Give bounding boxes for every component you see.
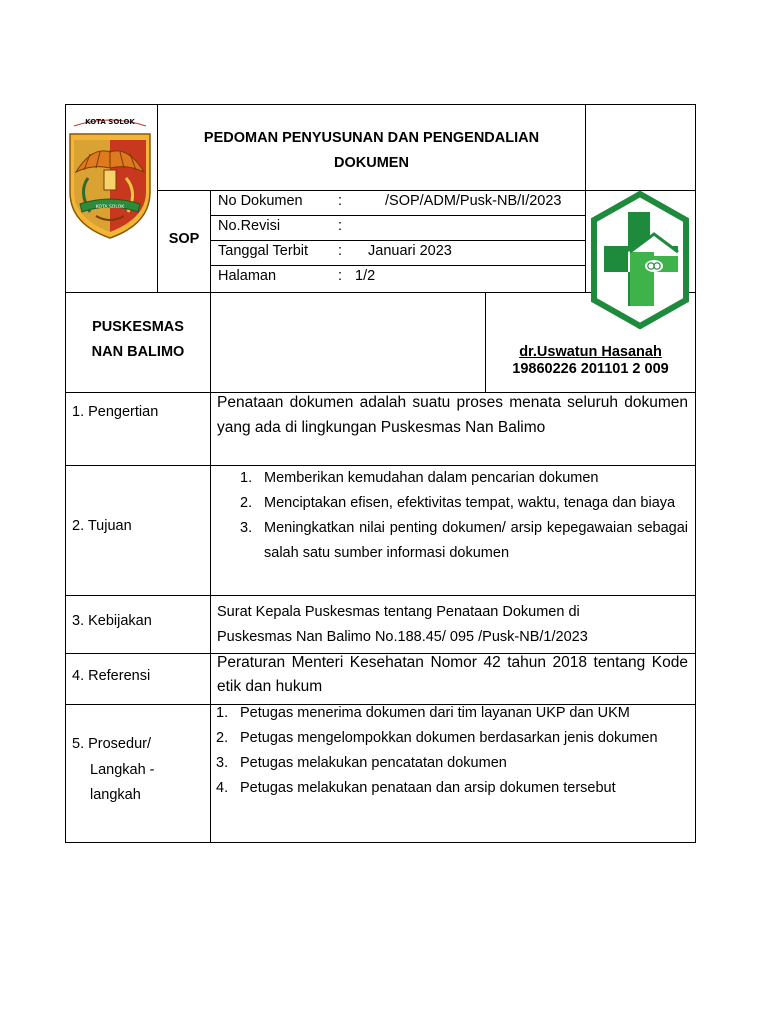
section-label-prosedur-line3: langkah [90,787,141,803]
section-label-pengertian: 1. Pengertian [72,404,159,420]
meta-row-line-2 [210,240,585,241]
meta-sep: : [338,218,343,234]
list-number: 3. [216,755,229,771]
document-title-line1: PEDOMAN PENYUSUNAN DAN PENGENDALIAN [203,130,540,146]
list-text: Petugas menerima dokumen dari tim layanan UKP dan UKM [240,705,630,721]
section-label-prosedur-line1: 5. Prosedur/ [72,736,151,752]
referensi-text: Peraturan Menteri Kesehatan Nomor 42 tahun 2018 tentang Kode etik dan hukum [217,654,688,695]
divider-org-name [210,292,211,392]
signer-nip: 19860226 201101 2 009 [512,361,669,377]
border-right [695,104,696,843]
list-item [216,751,688,776]
list-item [240,516,688,566]
divider-sop [210,190,211,292]
border-top [65,104,696,105]
meta-row-line-1 [210,215,585,216]
list-item [216,776,688,801]
svg-text:KOTA SOLOK: KOTA SOLOK [85,118,135,126]
kota-solok-emblem-icon [66,112,154,242]
org-name-line1: PUSKESMAS [92,319,184,335]
prosedur-list [216,701,688,801]
meta-label-tanggal-terbit: Tanggal Terbit [218,243,309,259]
kebijakan-line1: Surat Kepala Puskesmas tentang Penataan Dokumen di [217,604,580,620]
list-number: 2. [240,495,253,511]
tujuan-list [240,466,688,566]
meta-sep: : [338,193,343,209]
list-item [240,466,688,491]
pengertian-text: Penataan dokumen adalah suatu proses menata seluruh dokumen yang ada di lingkungan Puskesmas Nan Balimo [217,394,688,436]
meta-row-line-3 [210,265,585,266]
puskesmas-cross-icon [588,190,692,330]
section-label-kebijakan: 3. Kebijakan [72,613,152,629]
svg-text:KOTA SOLOK: KOTA SOLOK [95,205,125,210]
org-name-line2: NAN BALIMO [91,344,185,360]
meta-label-no-dokumen: No Dokumen [218,193,303,209]
list-text: Petugas melakukan pencatatan dokumen [240,755,507,771]
meta-sep: : [338,243,343,259]
list-item [216,726,688,751]
section-label-referensi: 4. Referensi [72,668,151,684]
section-label-prosedur-line2: Langkah - [90,762,155,778]
border-bottom [65,842,696,843]
divider-title-right [585,104,586,292]
sop-label: SOP [168,231,200,247]
list-number: 2. [216,730,229,746]
list-number: 1. [240,470,253,486]
meta-value-no-dokumen: /SOP/ADM/Pusk-NB/I/2023 [385,193,562,209]
list-item [216,701,688,726]
signer-name: dr.Uswatun Hasanah [519,344,662,360]
list-text: Menciptakan efisen, efektivitas tempat, waktu, tenaga dan biaya [264,495,676,511]
meta-label-no-revisi: No.Revisi [218,218,281,234]
list-number: 4. [216,780,229,796]
meta-label-halaman: Halaman [218,268,277,284]
meta-sep: : [338,268,343,284]
list-number: 3. [240,520,253,536]
list-number: 1. [216,705,229,721]
meta-value-halaman: 1/2 [355,268,376,284]
section-label-tujuan: 2. Tujuan [72,518,132,534]
kebijakan-line2: Puskesmas Nan Balimo No.188.45/ 095 /Pusk-NB/1/2023 [217,629,588,645]
meta-value-tanggal-terbit: Januari 2023 [368,243,452,259]
divider-label-column [210,392,211,843]
list-item [240,491,688,516]
document-title-line2: DOKUMEN [334,155,409,171]
list-text: Memberikan kemudahan dalam pencarian dokumen [264,470,599,486]
list-text: Meningkatkan nilai penting dokumen/ arsip kepegawaian sebagai salah satu sumber informasi dokumen [264,520,688,561]
list-text: Petugas melakukan penataan dan arsip dokumen tersebut [240,780,616,796]
divider-tujuan [65,595,696,596]
list-text: Petugas mengelompokkan dokumen berdasarkan jenis dokumen [240,730,658,746]
